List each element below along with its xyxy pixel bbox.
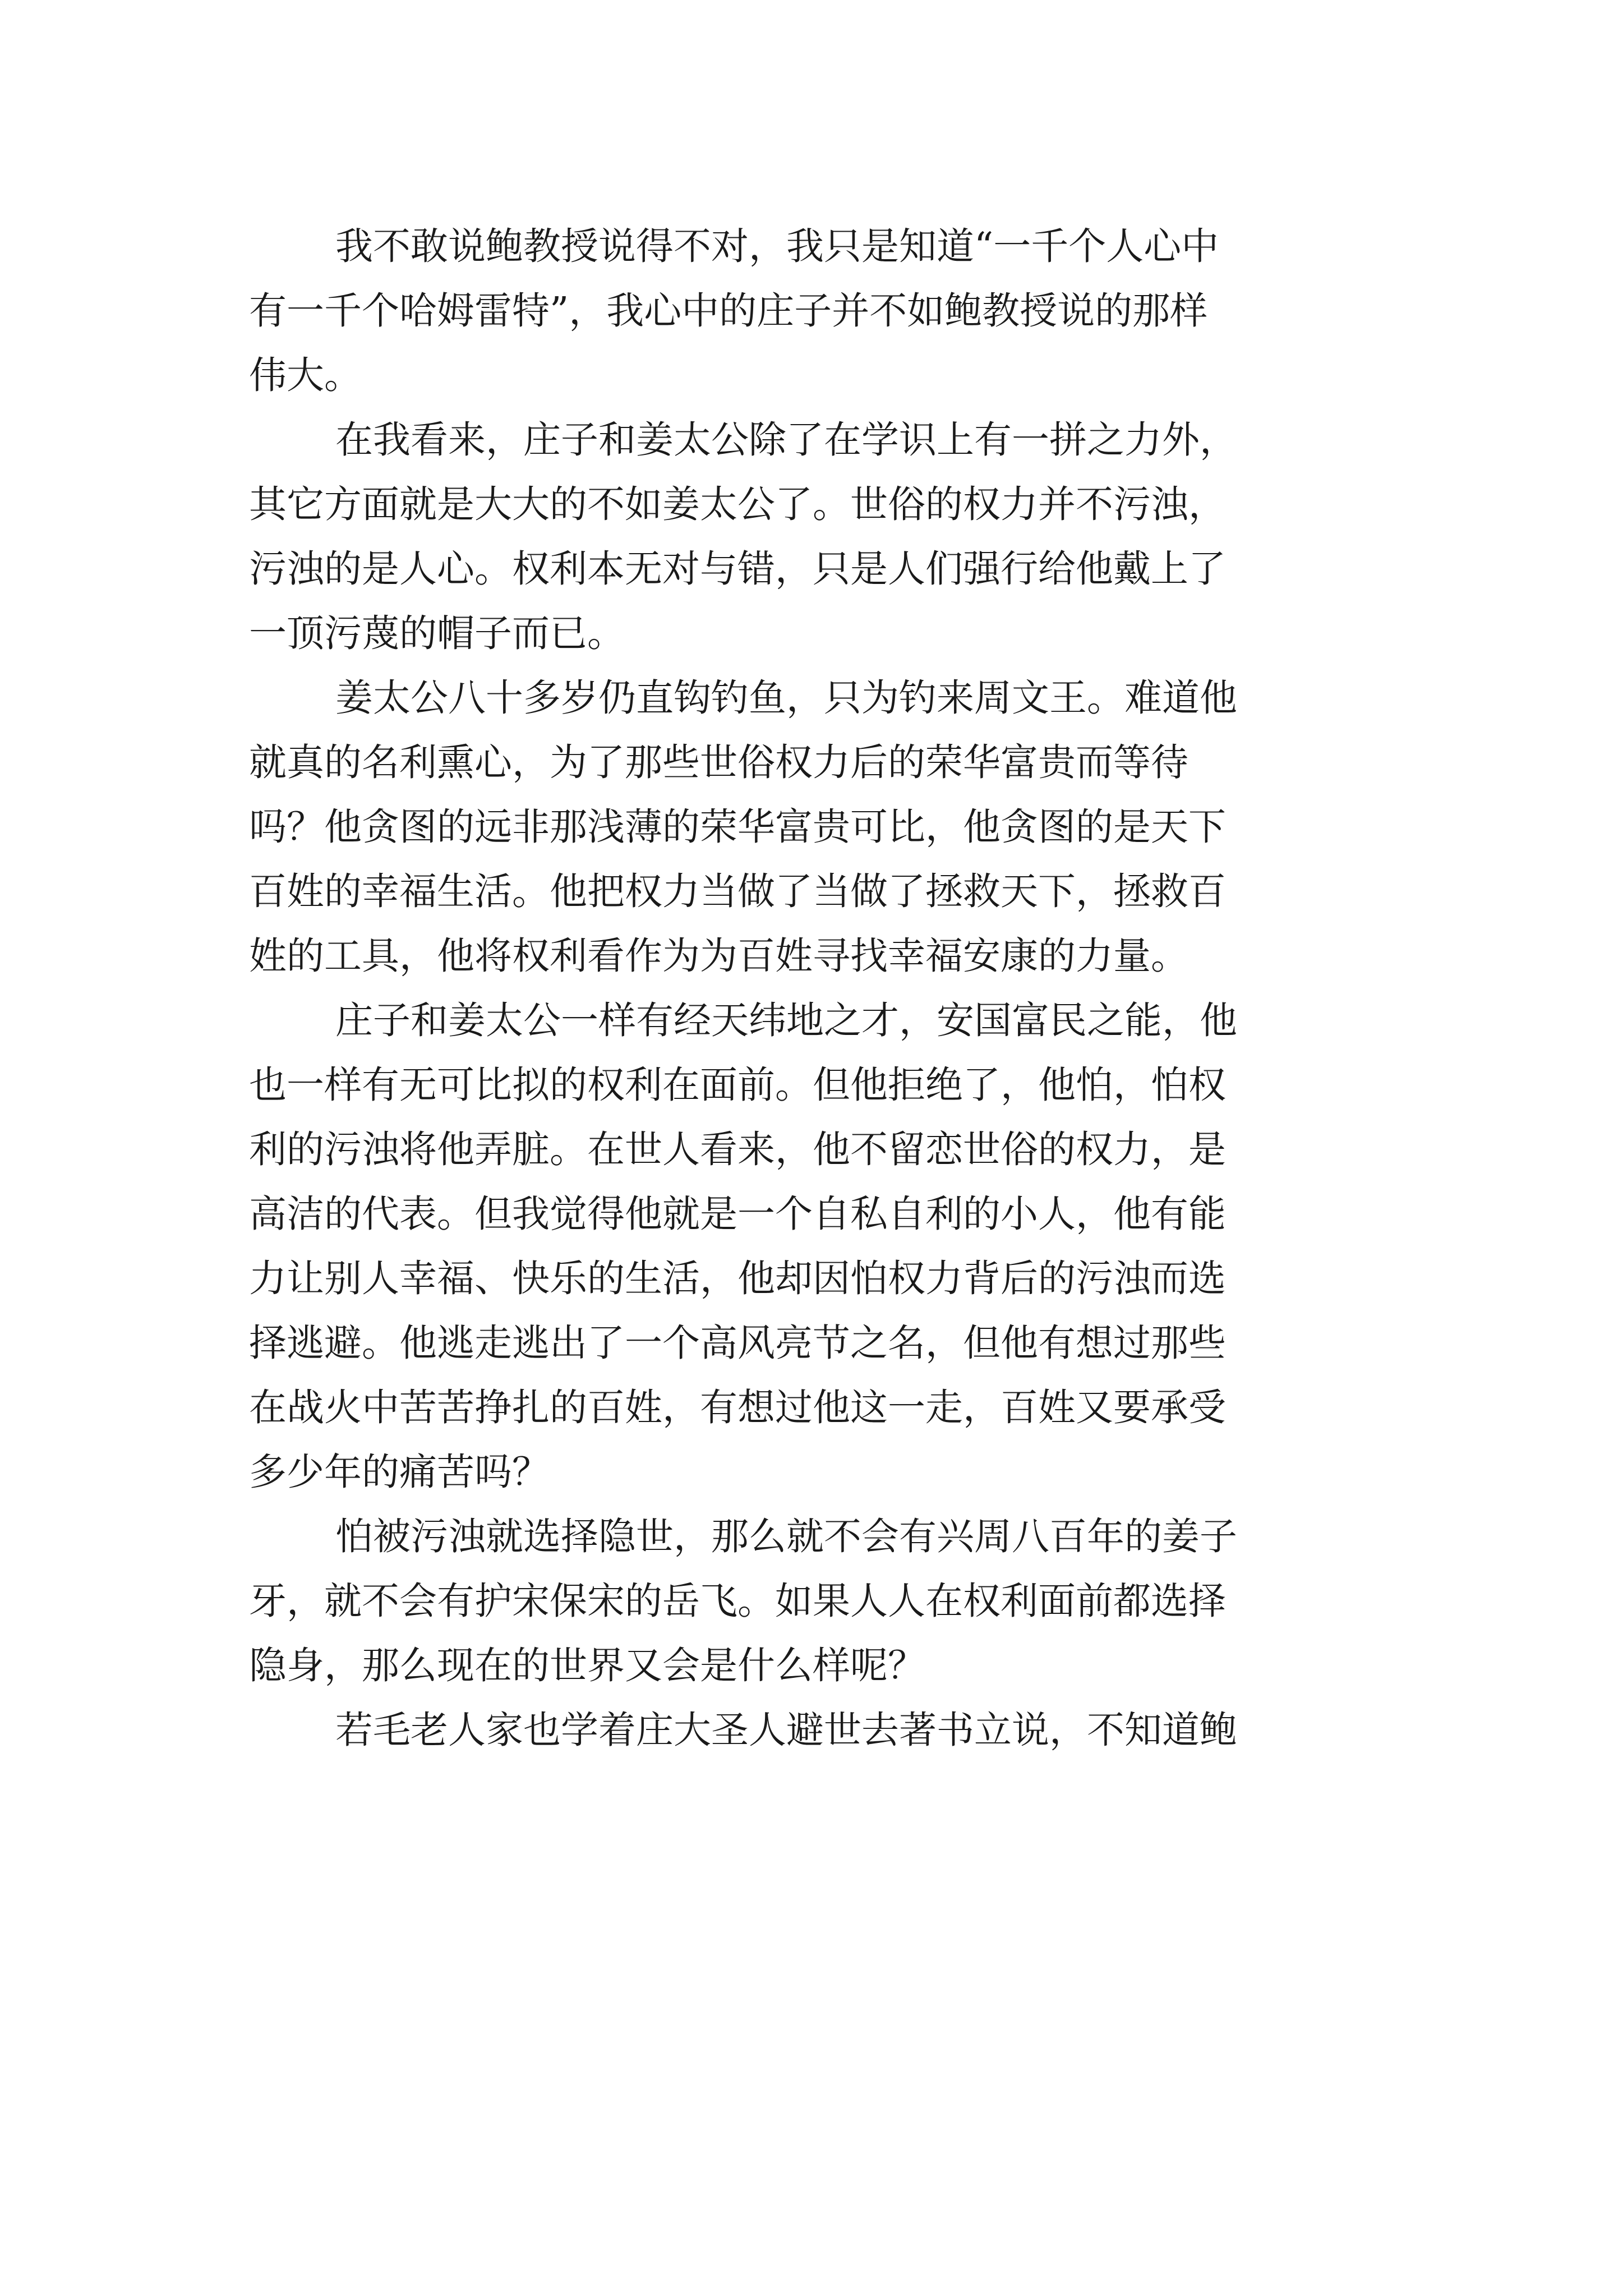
text-line: 庄子和姜太公一样有经天纬地之才，安国富民之能，他	[335, 999, 1237, 1042]
text-line: 高洁的代表。但我觉得他就是一个自私自利的小人，他有能	[249, 1192, 1226, 1236]
text-line: 百姓的幸福生活。他把权力当做了当做了拯救天下，拯救百	[249, 869, 1226, 913]
text-line: 力让别人幸福、快乐的生活，他却因怕权力背后的污浊而选	[249, 1257, 1226, 1300]
text-line: 隐身，那么现在的世界又会是什么样呢？	[249, 1644, 925, 1687]
text-line: 在我看来，庄子和姜太公除了在学识上有一拼之力外，	[335, 418, 1237, 462]
text-line: 我不敢说鲍教授说得不对，我只是知道“一千个人心中	[335, 224, 1219, 268]
essay-body	[249, 214, 1387, 1763]
text-line: 也一样有无可比拟的权利在面前。但他拒绝了，他怕，怕权	[249, 1063, 1226, 1107]
text-line: 姜太公八十多岁仍直钩钓鱼，只为钓来周文王。难道他	[335, 676, 1237, 720]
text-line: 若毛老人家也学着庄大圣人避世去著书立说，不知道鲍	[335, 1708, 1237, 1752]
text-line: 牙，就不会有护宋保宋的岳飞。如果人人在权利面前都选择	[249, 1579, 1226, 1623]
text-line: 污浊的是人心。权利本无对与错，只是人们强行给他戴上了	[249, 547, 1226, 591]
text-line: 伟大。	[249, 353, 362, 397]
text-line: 吗？他贪图的远非那浅薄的荣华富贵可比，他贪图的是天下	[249, 805, 1226, 849]
text-line: 多少年的痛苦吗？	[249, 1450, 550, 1494]
text-line: 一顶污蔑的帽子而已。	[249, 611, 625, 655]
text-line: 其它方面就是大大的不如姜太公了。世俗的权力并不污浊，	[249, 482, 1226, 526]
text-line: 怕被污浊就选择隐世，那么就不会有兴周八百年的姜子	[335, 1515, 1237, 1558]
text-line: 在战火中苦苦挣扎的百姓，有想过他这一走，百姓又要承受	[249, 1386, 1226, 1429]
text-line: 就真的名利熏心，为了那些世俗权力后的荣华富贵而等待	[249, 740, 1188, 784]
text-line: 姓的工具，他将权利看作为为百姓寻找幸福安康的力量。	[249, 934, 1188, 978]
text-line: 有一千个哈姆雷特”，我心中的庄子并不如鲍教授说的那样	[249, 289, 1208, 333]
text-line: 利的污浊将他弄脏。在世人看来，他不留恋世俗的权力，是	[249, 1128, 1226, 1171]
text-line: 择逃避。他逃走逃出了一个高风亮节之名，但他有想过那些	[249, 1321, 1226, 1365]
